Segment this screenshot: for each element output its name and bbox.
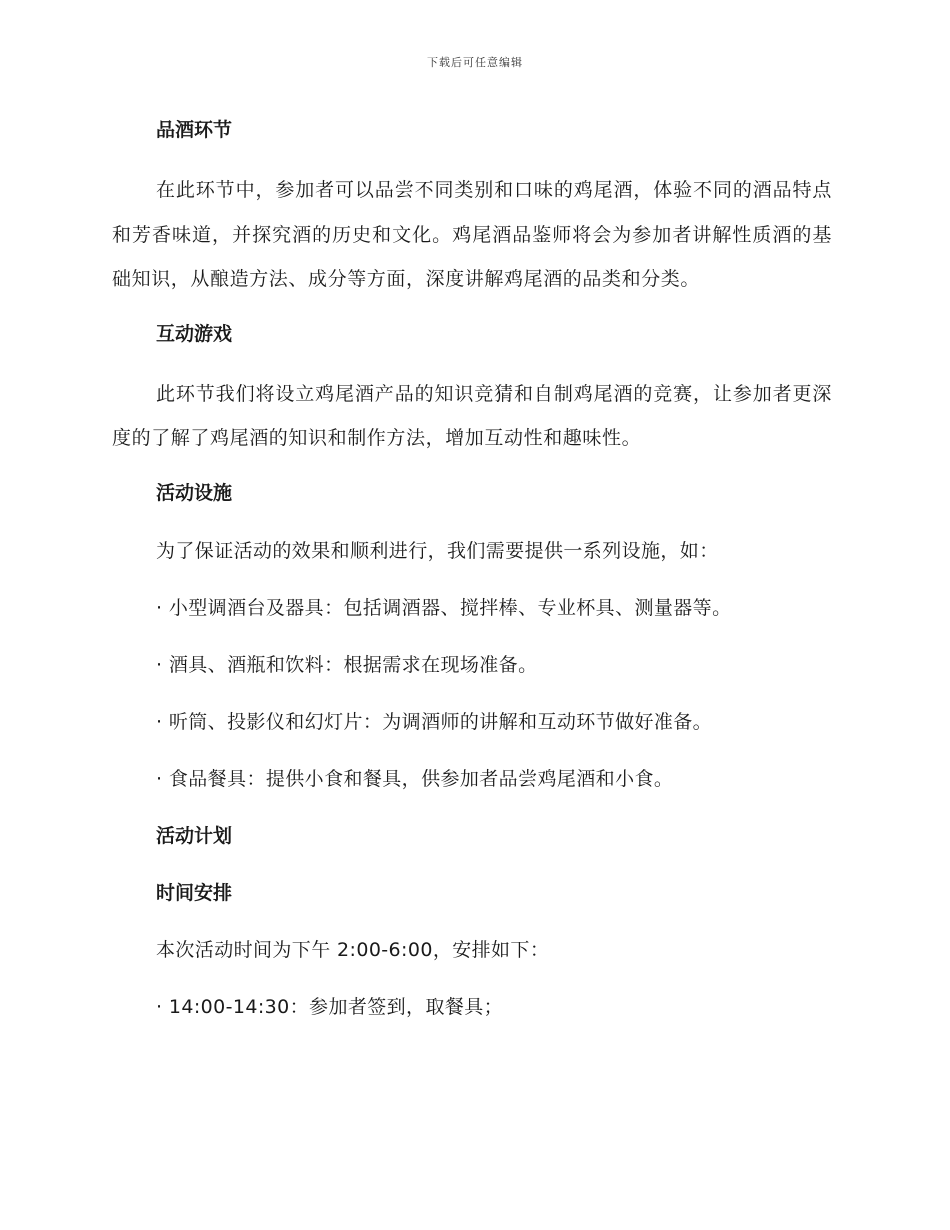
list-item: · 14:00-14:30：参加者签到，取餐具； (156, 995, 504, 1018)
section-heading-facilities: 活动设施 (156, 481, 233, 504)
section-heading-schedule: 时间安排 (156, 881, 233, 904)
paragraph-facilities-intro: 为了保证活动的效果和顺利进行，我们需要提供一系列设施，如： (156, 539, 719, 562)
list-item: · 酒具、酒瓶和饮料：根据需求在现场准备。 (156, 653, 538, 676)
paragraph-games: 此环节我们将设立鸡尾酒产品的知识竞猜和自制鸡尾酒的竞赛，让参加者更深度的了解了鸡尾酒的知识和制作方法，增加互动性和趣味性。 (112, 382, 832, 449)
document-body (112, 110, 832, 1027)
page-header: 下载后可任意编辑 (427, 56, 523, 69)
paragraph-tasting: 在此环节中，参加者可以品尝不同类别和口味的鸡尾酒，体验不同的酒品特点和芳香味道，并探究酒的历史和文化。鸡尾酒品鉴师将会为参加者讲解性质酒的基础知识，从酿造方法、成分等方面，深度讲解鸡尾酒的品类和分类。 (112, 179, 832, 290)
section-heading-games: 互动游戏 (156, 322, 233, 345)
list-item: · 听筒、投影仪和幻灯片：为调酒师的讲解和互动环节做好准备。 (156, 710, 713, 733)
list-item: · 小型调酒台及器具：包括调酒器、搅拌棒、专业杯具、测量器等。 (156, 596, 732, 619)
paragraph-schedule-intro: 本次活动时间为下午 2:00-6:00，安排如下： (156, 938, 550, 961)
section-heading-tasting: 品酒环节 (156, 119, 233, 141)
list-item: · 食品餐具：提供小食和餐具，供参加者品尝鸡尾酒和小食。 (156, 767, 674, 790)
section-heading-plan: 活动计划 (156, 824, 233, 847)
